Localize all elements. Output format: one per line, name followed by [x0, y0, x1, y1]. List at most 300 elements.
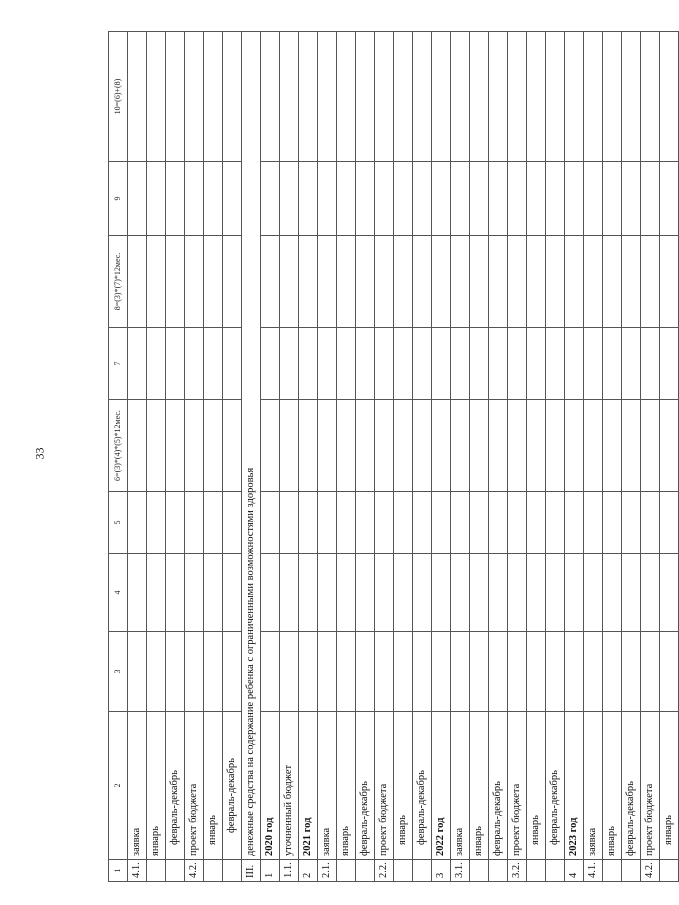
row-label: заявка [451, 712, 470, 860]
value-cell [641, 236, 660, 328]
table-row [603, 32, 622, 882]
value-cell [223, 236, 242, 328]
value-cell [584, 162, 603, 236]
value-cell [337, 162, 356, 236]
value-cell [280, 554, 299, 632]
value-cell [356, 492, 375, 554]
row-label: февраль-декабрь [223, 712, 242, 860]
value-cell [318, 328, 337, 400]
value-cell [641, 632, 660, 712]
value-cell [470, 328, 489, 400]
table-row [299, 32, 318, 882]
value-cell [641, 328, 660, 400]
value-cell [451, 32, 470, 162]
value-cell [185, 400, 204, 492]
row-number [470, 860, 489, 882]
value-cell [660, 492, 679, 554]
row-number [356, 860, 375, 882]
value-cell [584, 492, 603, 554]
value-cell [128, 162, 147, 236]
value-cell [527, 492, 546, 554]
value-cell [489, 492, 508, 554]
value-cell [261, 162, 280, 236]
row-number [166, 860, 185, 882]
value-cell [451, 328, 470, 400]
value-cell [223, 162, 242, 236]
value-cell [413, 554, 432, 632]
row-label: январь [660, 712, 679, 860]
value-cell [223, 492, 242, 554]
table-row [622, 32, 641, 882]
row-label: февраль-декабрь [546, 712, 565, 860]
row-label: февраль-декабрь [356, 712, 375, 860]
value-cell [299, 492, 318, 554]
row-label: февраль-декабрь [413, 712, 432, 860]
value-cell [299, 400, 318, 492]
value-cell [432, 400, 451, 492]
row-label: уточненный бюджет [280, 712, 299, 860]
row-number: 2.2. [375, 860, 394, 882]
value-cell [318, 162, 337, 236]
row-label: февраль-декабрь [166, 712, 185, 860]
value-cell [508, 492, 527, 554]
value-cell [641, 492, 660, 554]
value-cell [261, 492, 280, 554]
value-cell [432, 492, 451, 554]
budget-table [108, 31, 679, 882]
value-cell [147, 400, 166, 492]
row-number: 1.1. [280, 860, 299, 882]
row-number [337, 860, 356, 882]
table-row [204, 32, 223, 882]
value-cell [470, 236, 489, 328]
row-number [546, 860, 565, 882]
value-cell [527, 632, 546, 712]
value-cell [204, 632, 223, 712]
header-cell: 9 [109, 162, 128, 236]
value-cell [280, 32, 299, 162]
value-cell [584, 328, 603, 400]
value-cell [185, 554, 204, 632]
value-cell [470, 400, 489, 492]
value-cell [508, 400, 527, 492]
value-cell [451, 554, 470, 632]
value-cell [166, 400, 185, 492]
value-cell [527, 162, 546, 236]
value-cell [394, 632, 413, 712]
value-cell [147, 32, 166, 162]
value-cell [318, 632, 337, 712]
value-cell [622, 328, 641, 400]
table-row [147, 32, 166, 882]
value-cell [128, 32, 147, 162]
value-cell [622, 32, 641, 162]
row-label: 2020 год [261, 712, 280, 860]
value-cell [261, 328, 280, 400]
header-cell: 2 [109, 712, 128, 860]
value-cell [641, 162, 660, 236]
value-cell [337, 236, 356, 328]
table-row [261, 32, 280, 882]
value-cell [489, 236, 508, 328]
value-cell [337, 400, 356, 492]
value-cell [413, 632, 432, 712]
value-cell [470, 492, 489, 554]
value-cell [166, 328, 185, 400]
value-cell [204, 492, 223, 554]
value-cell [527, 236, 546, 328]
value-cell [565, 492, 584, 554]
row-label: 2021 год [299, 712, 318, 860]
row-label: январь [394, 712, 413, 860]
value-cell [204, 236, 223, 328]
row-number [394, 860, 413, 882]
value-cell [337, 328, 356, 400]
value-cell [166, 632, 185, 712]
row-number: 4.1. [584, 860, 603, 882]
value-cell [375, 492, 394, 554]
value-cell [660, 32, 679, 162]
value-cell [223, 32, 242, 162]
value-cell [204, 400, 223, 492]
value-cell [375, 400, 394, 492]
row-label: денежные средства на содержание ребенка с ограниченными возможностями здоровья [242, 32, 261, 860]
value-cell [508, 32, 527, 162]
table-row [546, 32, 565, 882]
value-cell [603, 236, 622, 328]
value-cell [603, 632, 622, 712]
value-cell [660, 328, 679, 400]
table-row [527, 32, 546, 882]
table-row [356, 32, 375, 882]
value-cell [128, 400, 147, 492]
value-cell [299, 236, 318, 328]
value-cell [603, 492, 622, 554]
value-cell [432, 236, 451, 328]
value-cell [280, 328, 299, 400]
value-cell [204, 162, 223, 236]
value-cell [641, 32, 660, 162]
header-cell: 5 [109, 492, 128, 554]
value-cell [451, 632, 470, 712]
value-cell [413, 492, 432, 554]
value-cell [413, 328, 432, 400]
value-cell [527, 554, 546, 632]
value-cell [470, 632, 489, 712]
row-label: январь [147, 712, 166, 860]
value-cell [318, 400, 337, 492]
table-row [223, 32, 242, 882]
value-cell [489, 554, 508, 632]
value-cell [147, 328, 166, 400]
row-number [660, 860, 679, 882]
value-cell [432, 632, 451, 712]
row-number: 4.1. [128, 860, 147, 882]
header-cell: 1 [109, 860, 128, 882]
value-cell [660, 162, 679, 236]
row-number: 4 [565, 860, 584, 882]
table-row [242, 32, 261, 882]
row-number [223, 860, 242, 882]
value-cell [185, 236, 204, 328]
table-row [318, 32, 337, 882]
page-number: 33 [32, 447, 47, 460]
value-cell [413, 32, 432, 162]
value-cell [337, 492, 356, 554]
value-cell [413, 236, 432, 328]
value-cell [451, 492, 470, 554]
value-cell [489, 328, 508, 400]
value-cell [584, 400, 603, 492]
value-cell [394, 328, 413, 400]
row-label: январь [527, 712, 546, 860]
row-label: февраль-декабрь [622, 712, 641, 860]
row-number: 2 [299, 860, 318, 882]
value-cell [356, 32, 375, 162]
value-cell [546, 328, 565, 400]
value-cell [223, 554, 242, 632]
header-cell: 6=(3)*(4)*(5)*12мес. [109, 400, 128, 492]
row-number: 3 [432, 860, 451, 882]
value-cell [622, 632, 641, 712]
table-row [128, 32, 147, 882]
value-cell [565, 400, 584, 492]
value-cell [413, 400, 432, 492]
row-number: 1 [261, 860, 280, 882]
row-number: 4.2. [641, 860, 660, 882]
row-label: заявка [128, 712, 147, 860]
value-cell [413, 162, 432, 236]
value-cell [394, 492, 413, 554]
header-cell: 3 [109, 632, 128, 712]
value-cell [337, 632, 356, 712]
table-row [337, 32, 356, 882]
row-label: февраль-декабрь [489, 712, 508, 860]
header-cell: 10=(6)+(8) [109, 32, 128, 162]
value-cell [470, 554, 489, 632]
value-cell [394, 400, 413, 492]
row-label: январь [603, 712, 622, 860]
value-cell [185, 632, 204, 712]
value-cell [508, 632, 527, 712]
table-row [185, 32, 204, 882]
value-cell [318, 554, 337, 632]
value-cell [622, 492, 641, 554]
row-label: заявка [318, 712, 337, 860]
row-number [527, 860, 546, 882]
table-row [641, 32, 660, 882]
table-row [166, 32, 185, 882]
value-cell [527, 400, 546, 492]
value-cell [451, 236, 470, 328]
value-cell [660, 632, 679, 712]
value-cell [375, 554, 394, 632]
row-number [204, 860, 223, 882]
table-row [375, 32, 394, 882]
value-cell [565, 162, 584, 236]
value-cell [356, 400, 375, 492]
table-row [508, 32, 527, 882]
value-cell [394, 162, 413, 236]
value-cell [299, 554, 318, 632]
value-cell [641, 554, 660, 632]
value-cell [489, 400, 508, 492]
rotated-table-container [108, 32, 674, 882]
value-cell [489, 32, 508, 162]
value-cell [204, 554, 223, 632]
value-cell [166, 236, 185, 328]
value-cell [128, 236, 147, 328]
value-cell [147, 162, 166, 236]
value-cell [432, 162, 451, 236]
value-cell [128, 492, 147, 554]
row-number [603, 860, 622, 882]
row-number [489, 860, 508, 882]
value-cell [185, 328, 204, 400]
value-cell [489, 162, 508, 236]
value-cell [470, 162, 489, 236]
value-cell [280, 236, 299, 328]
row-label: 2023 год [565, 712, 584, 860]
value-cell [622, 400, 641, 492]
value-cell [603, 32, 622, 162]
value-cell [546, 32, 565, 162]
table-row [565, 32, 584, 882]
value-cell [489, 632, 508, 712]
value-cell [375, 632, 394, 712]
row-label: проект бюджета [641, 712, 660, 860]
value-cell [546, 492, 565, 554]
value-cell [451, 162, 470, 236]
value-cell [527, 328, 546, 400]
value-cell [603, 400, 622, 492]
value-cell [546, 554, 565, 632]
row-number: 3.2. [508, 860, 527, 882]
value-cell [375, 32, 394, 162]
value-cell [128, 632, 147, 712]
value-cell [603, 328, 622, 400]
value-cell [584, 554, 603, 632]
value-cell [147, 236, 166, 328]
value-cell [299, 32, 318, 162]
row-label: январь [470, 712, 489, 860]
table-row [489, 32, 508, 882]
value-cell [318, 492, 337, 554]
value-cell [584, 632, 603, 712]
value-cell [546, 236, 565, 328]
value-cell [356, 162, 375, 236]
value-cell [280, 492, 299, 554]
value-cell [394, 554, 413, 632]
value-cell [356, 328, 375, 400]
value-cell [565, 554, 584, 632]
value-cell [546, 162, 565, 236]
value-cell [223, 328, 242, 400]
value-cell [527, 32, 546, 162]
value-cell [299, 328, 318, 400]
value-cell [565, 328, 584, 400]
row-label: 2022 год [432, 712, 451, 860]
value-cell [128, 554, 147, 632]
value-cell [356, 554, 375, 632]
value-cell [622, 162, 641, 236]
value-cell [280, 400, 299, 492]
header-cell: 8=(3)*(7)*12мес. [109, 236, 128, 328]
value-cell [565, 32, 584, 162]
value-cell [204, 32, 223, 162]
value-cell [185, 492, 204, 554]
table-row [413, 32, 432, 882]
row-label: заявка [584, 712, 603, 860]
row-label: проект бюджета [185, 712, 204, 860]
value-cell [337, 32, 356, 162]
row-number [147, 860, 166, 882]
value-cell [280, 632, 299, 712]
row-label: январь [337, 712, 356, 860]
value-cell [660, 554, 679, 632]
value-cell [166, 32, 185, 162]
table-row [470, 32, 489, 882]
value-cell [584, 236, 603, 328]
value-cell [432, 554, 451, 632]
value-cell [394, 236, 413, 328]
table-row [432, 32, 451, 882]
value-cell [166, 554, 185, 632]
value-cell [261, 632, 280, 712]
row-number: 2.1. [318, 860, 337, 882]
value-cell [470, 32, 489, 162]
value-cell [375, 236, 394, 328]
value-cell [356, 236, 375, 328]
value-cell [432, 32, 451, 162]
value-cell [261, 400, 280, 492]
row-number: 3.1. [451, 860, 470, 882]
table-row [584, 32, 603, 882]
value-cell [375, 328, 394, 400]
value-cell [223, 632, 242, 712]
value-cell [660, 400, 679, 492]
value-cell [641, 400, 660, 492]
value-cell [660, 236, 679, 328]
value-cell [147, 632, 166, 712]
value-cell [299, 162, 318, 236]
value-cell [261, 236, 280, 328]
value-cell [128, 328, 147, 400]
value-cell [451, 400, 470, 492]
value-cell [565, 236, 584, 328]
table-header-row [109, 32, 128, 882]
value-cell [508, 554, 527, 632]
value-cell [185, 32, 204, 162]
value-cell [166, 492, 185, 554]
value-cell [622, 236, 641, 328]
value-cell [508, 162, 527, 236]
table-row [280, 32, 299, 882]
table-row [660, 32, 679, 882]
value-cell [337, 554, 356, 632]
value-cell [223, 400, 242, 492]
value-cell [432, 328, 451, 400]
value-cell [166, 162, 185, 236]
value-cell [565, 632, 584, 712]
row-number [622, 860, 641, 882]
value-cell [622, 554, 641, 632]
value-cell [261, 554, 280, 632]
row-label: проект бюджета [375, 712, 394, 860]
value-cell [546, 632, 565, 712]
value-cell [147, 492, 166, 554]
value-cell [394, 32, 413, 162]
